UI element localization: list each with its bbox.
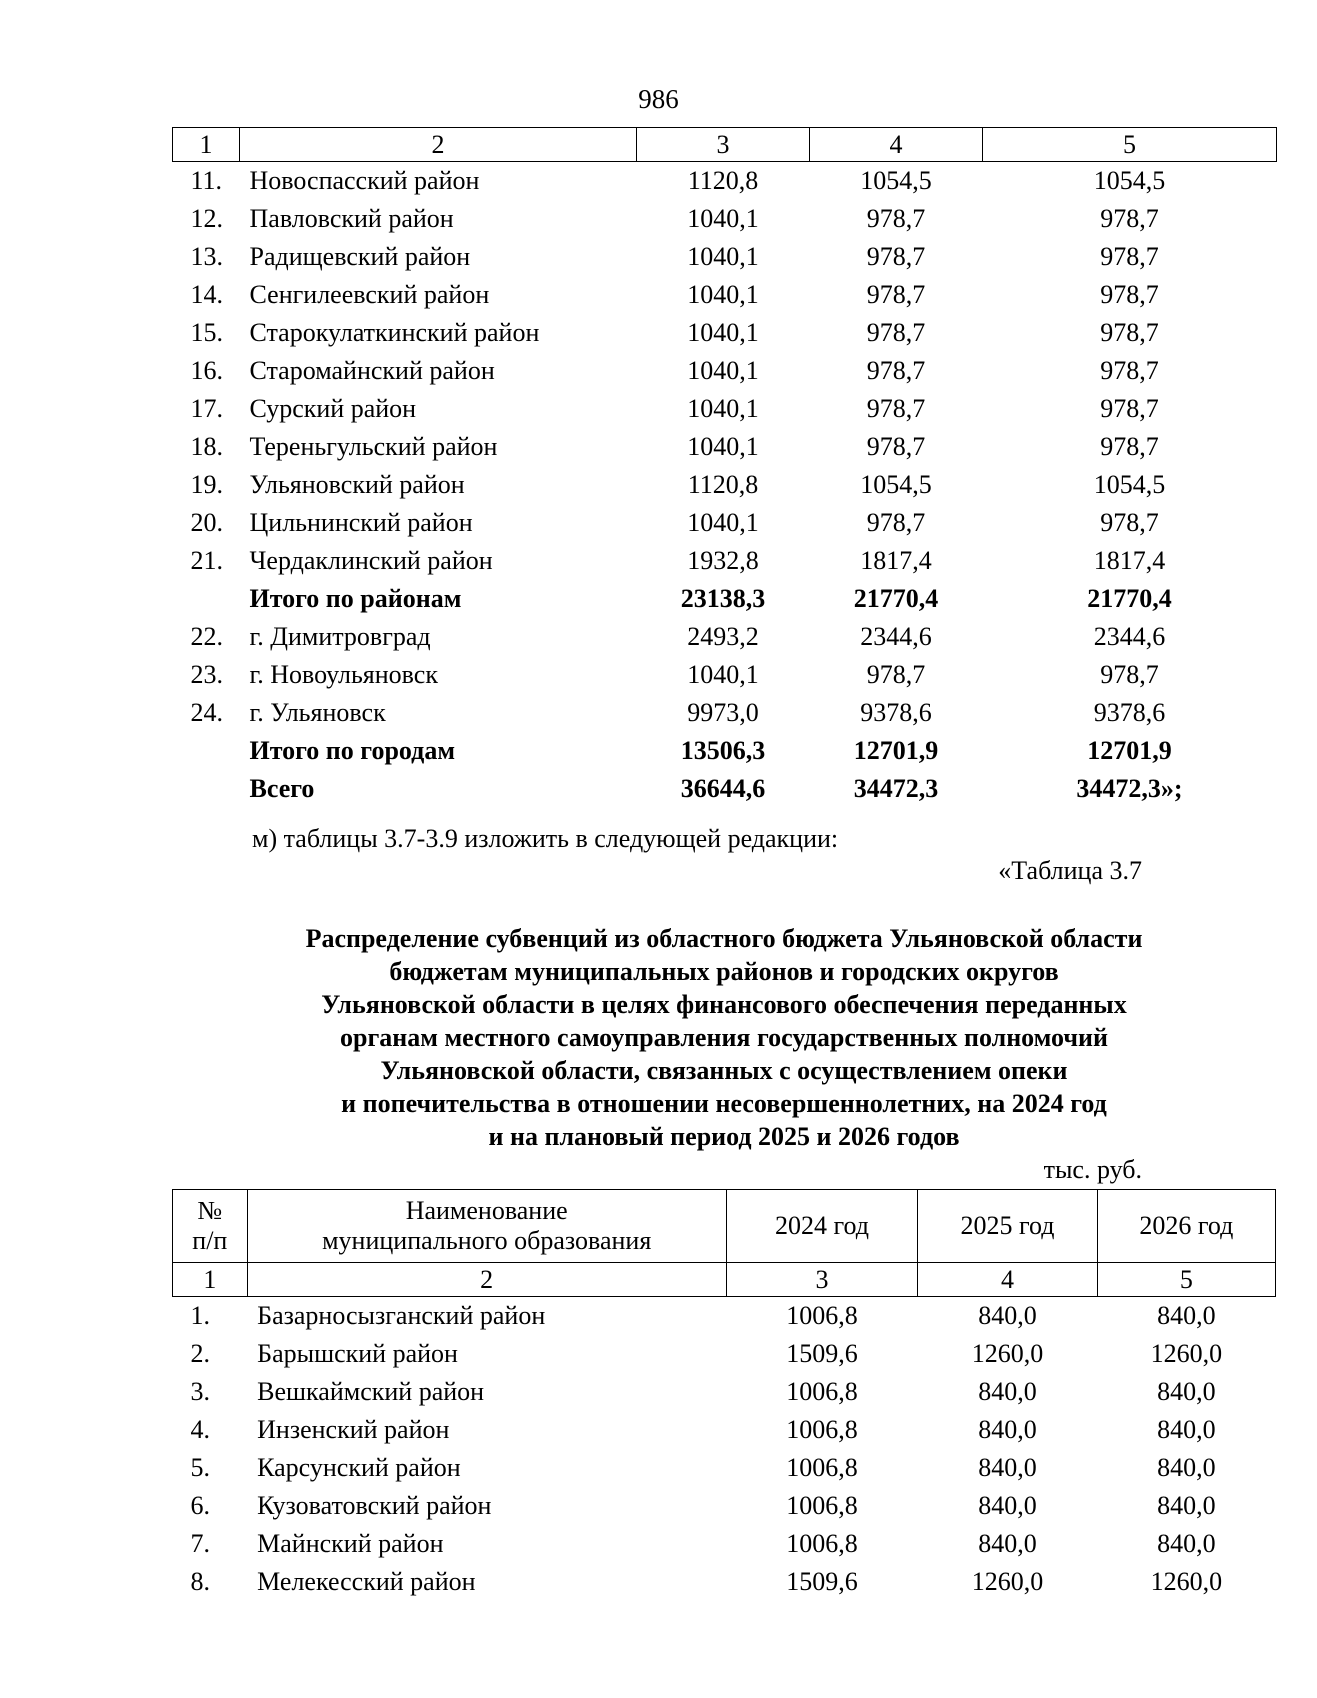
row-number: 18. <box>190 432 223 461</box>
row-value-5: 1054,5 <box>1093 166 1166 195</box>
row-name: Сенгилеевский район <box>249 280 490 309</box>
row-value-5: 12701,9 <box>1087 736 1172 765</box>
row-number: 23. <box>190 660 223 689</box>
row-value-4: 978,7 <box>866 318 926 347</box>
table-row <box>173 1487 1276 1525</box>
row-value-4: 840,0 <box>978 1453 1037 1482</box>
table-row <box>173 504 1277 542</box>
row-value-4: 34472,3 <box>853 774 939 803</box>
heading-line: и попечительства в отношении несовершеннолетних, на 2024 год <box>341 1089 1107 1118</box>
heading-line: Распределение субвенций из областного бюджета Ульяновской области <box>305 924 1143 953</box>
row-number <box>173 732 240 770</box>
total-row <box>173 732 1277 770</box>
row-name: Мелекесский район <box>257 1567 476 1596</box>
row-value-4: 1260,0 <box>971 1339 1044 1368</box>
table-row <box>173 428 1277 466</box>
row-number: 7. <box>190 1529 210 1558</box>
row-value-3: 1120,8 <box>687 166 759 195</box>
row-number: 2. <box>190 1339 210 1368</box>
row-number: 12. <box>190 204 223 233</box>
row-number: 20. <box>190 508 223 537</box>
row-value-4: 840,0 <box>978 1377 1037 1406</box>
row-value-5: 1260,0 <box>1150 1567 1223 1596</box>
row-value-5: 978,7 <box>1100 432 1159 461</box>
heading-line: и на плановый период 2025 и 2026 годов <box>488 1122 960 1151</box>
total-row <box>173 770 1277 808</box>
row-value-4: 1260,0 <box>971 1567 1044 1596</box>
row-value-4: 840,0 <box>978 1491 1037 1520</box>
row-value-3: 1120,8 <box>687 470 759 499</box>
row-value-3: 36644,6 <box>680 774 766 803</box>
row-value-3: 1006,8 <box>786 1491 858 1520</box>
row-value-3: 1040,1 <box>687 318 759 347</box>
col-header-name <box>247 1190 726 1263</box>
row-value-3: 1040,1 <box>687 508 759 537</box>
row-name: Цильнинский район <box>249 508 473 537</box>
row-name: Чердаклинский район <box>249 546 493 575</box>
row-name: Павловский район <box>249 204 454 233</box>
table-row <box>173 656 1277 694</box>
row-value-5: 840,0 <box>1157 1377 1216 1406</box>
row-number: 13. <box>190 242 223 271</box>
row-value-5: 1817,4 <box>1093 546 1166 575</box>
col-header-2024: 2024 год <box>726 1190 918 1263</box>
table-row <box>173 390 1277 428</box>
table-row <box>173 1449 1276 1487</box>
row-value-3: 1509,6 <box>786 1339 858 1368</box>
row-value-3: 1040,1 <box>687 432 759 461</box>
row-value-5: 840,0 <box>1157 1301 1216 1330</box>
col-index-4: 4 <box>918 1263 1097 1297</box>
row-name: Ульяновский район <box>249 470 465 499</box>
row-value-5: 978,7 <box>1100 318 1159 347</box>
row-name: Старомайнский район <box>249 356 495 385</box>
subvention-table <box>172 1189 1276 1601</box>
heading-line: Ульяновской области, связанных с осуществлением опеки <box>380 1056 1068 1085</box>
row-value-4: 1817,4 <box>860 546 932 575</box>
row-value-3: 23138,3 <box>680 584 766 613</box>
row-value-4: 9378,6 <box>860 698 932 727</box>
row-name: Итого по городам <box>249 736 456 765</box>
table-row <box>173 1563 1276 1601</box>
row-number: 14. <box>190 280 223 309</box>
row-value-3: 1932,8 <box>687 546 759 575</box>
table-row <box>173 200 1277 238</box>
row-number: 24. <box>190 698 223 727</box>
row-number: 22. <box>190 622 223 651</box>
table-row <box>173 466 1277 504</box>
row-name: г. Димитровград <box>249 622 431 651</box>
row-number: 8. <box>190 1567 210 1596</box>
unit-label: тыс. руб. <box>1043 1155 1142 1184</box>
row-value-4: 840,0 <box>978 1301 1037 1330</box>
row-name: г. Новоульяновск <box>249 660 438 689</box>
row-value-5: 978,7 <box>1100 394 1159 423</box>
row-value-4: 978,7 <box>866 394 926 423</box>
row-value-4: 978,7 <box>866 242 926 271</box>
row-number: 16. <box>190 356 223 385</box>
col-index-5: 5 <box>1097 1263 1275 1297</box>
row-name: Всего <box>249 774 315 803</box>
col-index-1: 1 <box>173 1263 248 1297</box>
col-header-number-line2: п/п <box>192 1226 228 1255</box>
row-name: Кузоватовский район <box>257 1491 492 1520</box>
row-name: Майнский район <box>257 1529 444 1558</box>
row-value-4: 840,0 <box>978 1415 1037 1444</box>
row-value-5: 840,0 <box>1157 1415 1216 1444</box>
row-value-5: 978,7 <box>1100 204 1159 233</box>
row-number: 17. <box>190 394 223 423</box>
amendment-note: м) таблицы 3.7-3.9 изложить в следующей редакции: <box>252 824 839 853</box>
row-number: 5. <box>190 1453 210 1482</box>
row-value-5: 840,0 <box>1157 1529 1216 1558</box>
table-row <box>173 1411 1276 1449</box>
row-value-5: 978,7 <box>1100 280 1159 309</box>
table-row <box>173 694 1277 732</box>
row-name: Карсунский район <box>257 1453 461 1482</box>
row-value-5: 2344,6 <box>1093 622 1166 651</box>
row-name: Старокулаткинский район <box>249 318 540 347</box>
continued-table <box>172 127 1277 808</box>
row-name: Инзенский район <box>257 1415 450 1444</box>
heading-line: органам местного самоуправления государственных полномочий <box>339 1023 1108 1052</box>
row-value-5: 34472,3»; <box>1076 774 1183 803</box>
table-row <box>173 314 1277 352</box>
table-index-header <box>173 1263 1276 1297</box>
row-value-4: 2344,6 <box>860 622 932 651</box>
col-index-3: 3 <box>726 1263 918 1297</box>
row-value-4: 840,0 <box>978 1529 1037 1558</box>
row-value-3: 1006,8 <box>786 1529 858 1558</box>
row-value-3: 1040,1 <box>687 242 759 271</box>
row-value-5: 978,7 <box>1100 508 1159 537</box>
heading-line: Ульяновской области в целях финансового обеспечения переданных <box>321 990 1127 1019</box>
row-name: Базарносызганский район <box>257 1301 546 1330</box>
table-row <box>173 352 1277 390</box>
row-value-3: 1006,8 <box>786 1301 858 1330</box>
row-value-5: 978,7 <box>1100 242 1159 271</box>
heading-line: бюджетам муниципальных районов и городских округов <box>389 957 1059 986</box>
row-number: 1. <box>190 1301 210 1330</box>
row-value-3: 1040,1 <box>687 660 759 689</box>
col-header-name-line2: муниципального образования <box>322 1226 652 1255</box>
col-index-3: 3 <box>637 128 810 162</box>
col-index-5: 5 <box>983 128 1277 162</box>
row-value-5: 840,0 <box>1157 1491 1216 1520</box>
row-number: 4. <box>190 1415 210 1444</box>
col-header-2025: 2025 год <box>918 1190 1097 1263</box>
col-header-number <box>173 1190 248 1263</box>
table-row <box>173 542 1277 580</box>
row-value-3: 1040,1 <box>687 204 759 233</box>
col-header-2026: 2026 год <box>1097 1190 1275 1263</box>
row-value-3: 1006,8 <box>786 1415 858 1444</box>
table-row <box>173 1335 1276 1373</box>
table-row <box>173 1297 1276 1336</box>
row-name: Новоспасский район <box>249 166 480 195</box>
row-value-4: 1054,5 <box>860 470 932 499</box>
row-number: 6. <box>190 1491 210 1520</box>
table-row <box>173 1525 1276 1563</box>
row-value-3: 1509,6 <box>786 1567 858 1596</box>
row-value-5: 840,0 <box>1157 1453 1216 1482</box>
row-value-5: 978,7 <box>1100 660 1159 689</box>
col-header-number-line1: № <box>197 1196 223 1225</box>
table-row <box>173 238 1277 276</box>
table-heading <box>172 922 1276 1153</box>
row-value-5: 1260,0 <box>1150 1339 1223 1368</box>
row-value-4: 978,7 <box>866 432 926 461</box>
col-index-2: 2 <box>240 128 637 162</box>
row-value-3: 1006,8 <box>786 1453 858 1482</box>
row-value-3: 1040,1 <box>687 280 759 309</box>
row-value-3: 1006,8 <box>786 1377 858 1406</box>
row-value-5: 978,7 <box>1100 356 1159 385</box>
row-value-3: 1040,1 <box>687 356 759 385</box>
row-value-5: 1054,5 <box>1093 470 1166 499</box>
row-name: Вешкаймский район <box>257 1377 485 1406</box>
row-value-4: 978,7 <box>866 280 926 309</box>
table-row <box>173 162 1277 201</box>
row-value-4: 978,7 <box>866 356 926 385</box>
row-value-4: 978,7 <box>866 508 926 537</box>
row-value-5: 9378,6 <box>1093 698 1166 727</box>
row-value-4: 21770,4 <box>853 584 939 613</box>
row-number: 3. <box>190 1377 210 1406</box>
row-value-4: 978,7 <box>866 204 926 233</box>
table-row <box>173 618 1277 656</box>
table-column-header <box>173 1190 1276 1263</box>
row-value-4: 1054,5 <box>860 166 932 195</box>
row-name: Сурский район <box>249 394 417 423</box>
row-value-5: 21770,4 <box>1087 584 1172 613</box>
col-header-name-line1: Наименование <box>405 1196 568 1225</box>
row-name: Барышский район <box>257 1339 458 1368</box>
row-number <box>173 580 240 618</box>
row-value-3: 1040,1 <box>687 394 759 423</box>
row-value-3: 2493,2 <box>687 622 759 651</box>
row-name: г. Ульяновск <box>249 698 386 727</box>
col-index-2: 2 <box>247 1263 726 1297</box>
table-index-header <box>173 128 1277 162</box>
row-number: 15. <box>190 318 223 347</box>
table-row <box>173 1373 1276 1411</box>
row-number: 19. <box>190 470 223 499</box>
table-label: «Таблица 3.7 <box>998 856 1142 885</box>
row-name: Радищевский район <box>249 242 471 271</box>
row-value-4: 12701,9 <box>853 736 939 765</box>
total-row <box>173 580 1277 618</box>
row-number <box>173 770 240 808</box>
row-number: 21. <box>190 546 223 575</box>
row-number: 11. <box>190 166 223 195</box>
col-index-4: 4 <box>810 128 983 162</box>
row-name: Тереньгульский район <box>249 432 498 461</box>
row-name: Итого по районам <box>249 584 462 613</box>
col-index-1: 1 <box>173 128 240 162</box>
table-row <box>173 276 1277 314</box>
row-value-3: 13506,3 <box>680 736 766 765</box>
row-value-3: 9973,0 <box>687 698 759 727</box>
row-value-4: 978,7 <box>866 660 926 689</box>
page-number: 986 <box>638 84 679 114</box>
